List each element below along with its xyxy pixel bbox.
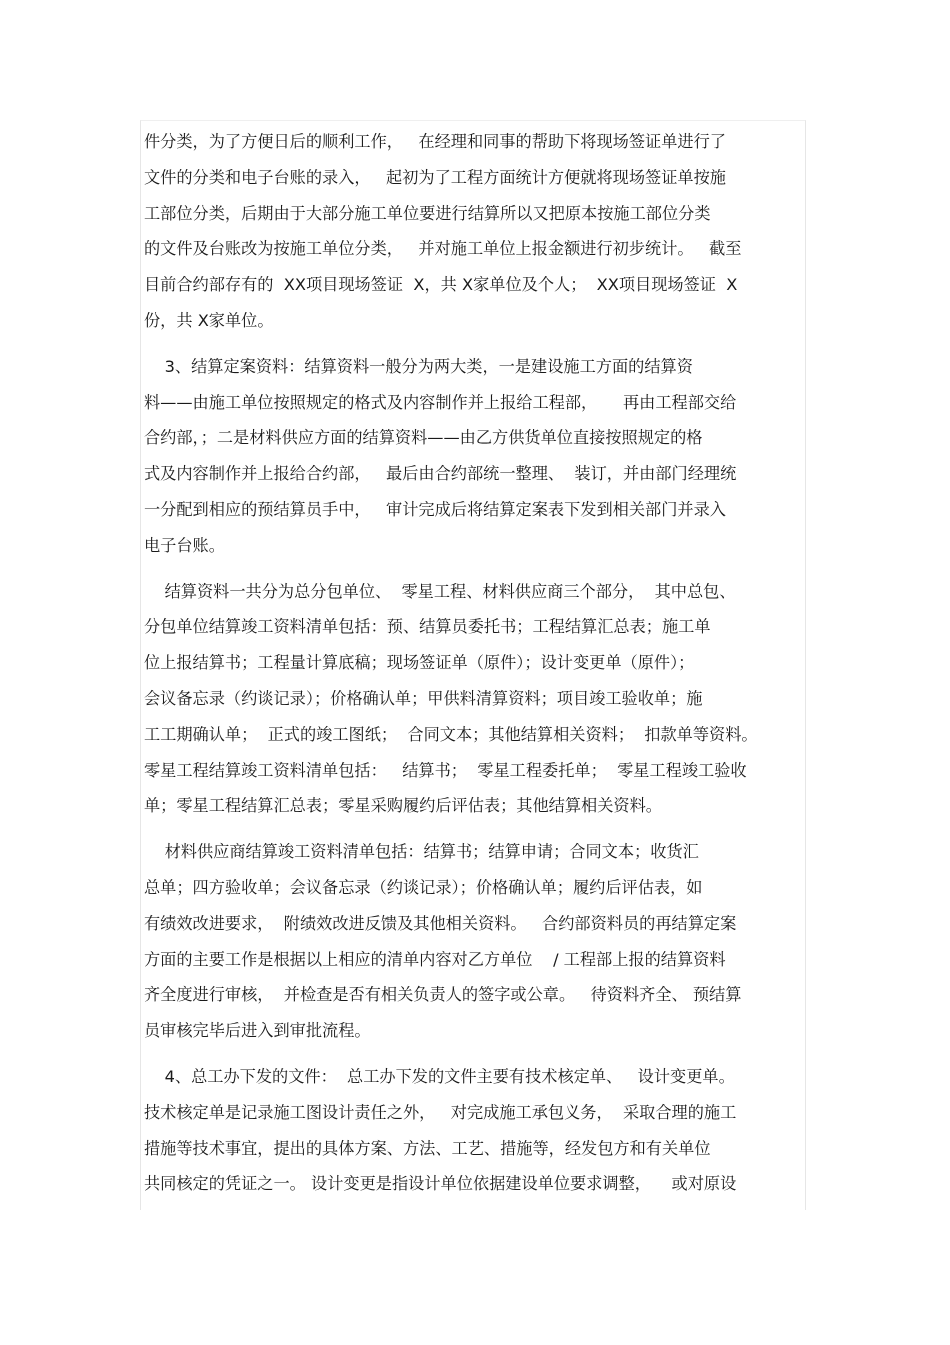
text-line: 3、结算定案资料：结算资料一般分为两大类，一是建设施工方面的结算资 <box>144 356 693 376</box>
text-line: 电子台账。 <box>144 535 225 555</box>
text-line: 材料供应商结算竣工资料清单包括：结算书；结算申请；合同文本；收货汇 <box>144 842 699 862</box>
text-line: 位上报结算书；工程量计算底稿；现场签证单（原件）；设计变更单（原件）； <box>144 653 695 673</box>
text-line: 方面的主要工作是根据以上相应的清单内容对乙方单位 / 工程部上报的结算资料 <box>144 949 726 969</box>
text-line: 零星工程结算竣工资料清单包括： 结算书； 零星工程委托单； 零星工程竣工验收 <box>144 760 747 780</box>
text-line: 齐全度进行审核， 并检查是否有相关负责人的签字或公章。 待资料齐全、 预结算 <box>144 985 742 1005</box>
text-line: 4、总工办下发的文件： 总工办下发的文件主要有技术核定单、 设计变更单。 <box>144 1066 735 1086</box>
text-line: 工工期确认单； 正式的竣工图纸； 合同文本；其他结算相关资料； 扣款单等资料。 <box>144 724 758 744</box>
text-line: 措施等技术事宜，提出的具体方案、方法、工艺、措施等，经发包方和有关单位 <box>144 1138 711 1158</box>
text-line: 一分配到相应的预结算员手中， 审计完成后将结算定案表下发到相关部门并录入 <box>144 499 726 519</box>
text-line: 工部位分类，后期由于大部分施工单位要进行结算所以又把原本按施工部位分类 <box>144 203 711 223</box>
text-line: 结算资料一共分为总分包单位、 零星工程、材料供应商三个部分， 其中总包、 <box>144 581 736 601</box>
text-line: 有绩效改进要求， 附绩效改进反馈及其他相关资料。 合约部资料员的再结算定案 <box>144 913 737 933</box>
document-body <box>144 124 810 1202</box>
text-line: 共同核定的凭证之一。 设计变更是指设计单位依据建设单位要求调整， 或对原设 <box>144 1174 737 1194</box>
paragraph-chief-engineer-documents <box>144 1059 810 1202</box>
text-line: 文件的分类和电子台账的录入， 起初为了工程方面统计方便就将现场签证单按施 <box>144 167 726 187</box>
paragraph-settlement-checklist <box>144 574 810 825</box>
text-line: 分包单位结算竣工资料清单包括：预、结算员委托书；工程结算汇总表；施工单 <box>144 617 711 637</box>
text-line: 目前合约部存有的 XX项目现场签证 X，共 X家单位及个人； XX项目现场签证 X <box>144 275 738 295</box>
text-line: 单；零星工程结算汇总表；零星采购履约后评估表；其他结算相关资料。 <box>144 796 662 816</box>
text-line: 总单；四方验收单；会议备忘录（约谈记录）；价格确认单；履约后评估表，如 <box>144 877 703 897</box>
paragraph-supplier-checklist <box>144 834 810 1049</box>
text-line: 技术核定单是记录施工图设计责任之外， 对完成施工承包义务， 采取合理的施工 <box>144 1102 737 1122</box>
text-line: 份，共 X家单位。 <box>144 310 274 330</box>
paragraph-site-visa-classification <box>144 124 810 339</box>
text-line: 件分类，为了方便日后的顺利工作， 在经理和同事的帮助下将现场签证单进行了 <box>144 132 726 151</box>
text-line: 员审核完毕后进入到审批流程。 <box>144 1021 371 1041</box>
paragraph-settlement-records <box>144 349 810 564</box>
text-line: 料——由施工单位按照规定的格式及内容制作并上报给工程部， 再由工程部交给 <box>144 392 737 412</box>
text-line: 合约部，；二是材料供应方面的结算资料——由乙方供货单位直接按照规定的格 <box>144 428 703 448</box>
text-line: 会议备忘录（约谈记录）；价格确认单；甲供料清算资料；项目竣工验收单；施 <box>144 688 703 708</box>
text-line: 式及内容制作并上报给合约部， 最后由合约部统一整理、 装订，并由部门经理统 <box>144 464 737 484</box>
text-line: 的文件及台账改为按施工单位分类， 并对施工单位上报金额进行初步统计。 截至 <box>144 239 742 259</box>
